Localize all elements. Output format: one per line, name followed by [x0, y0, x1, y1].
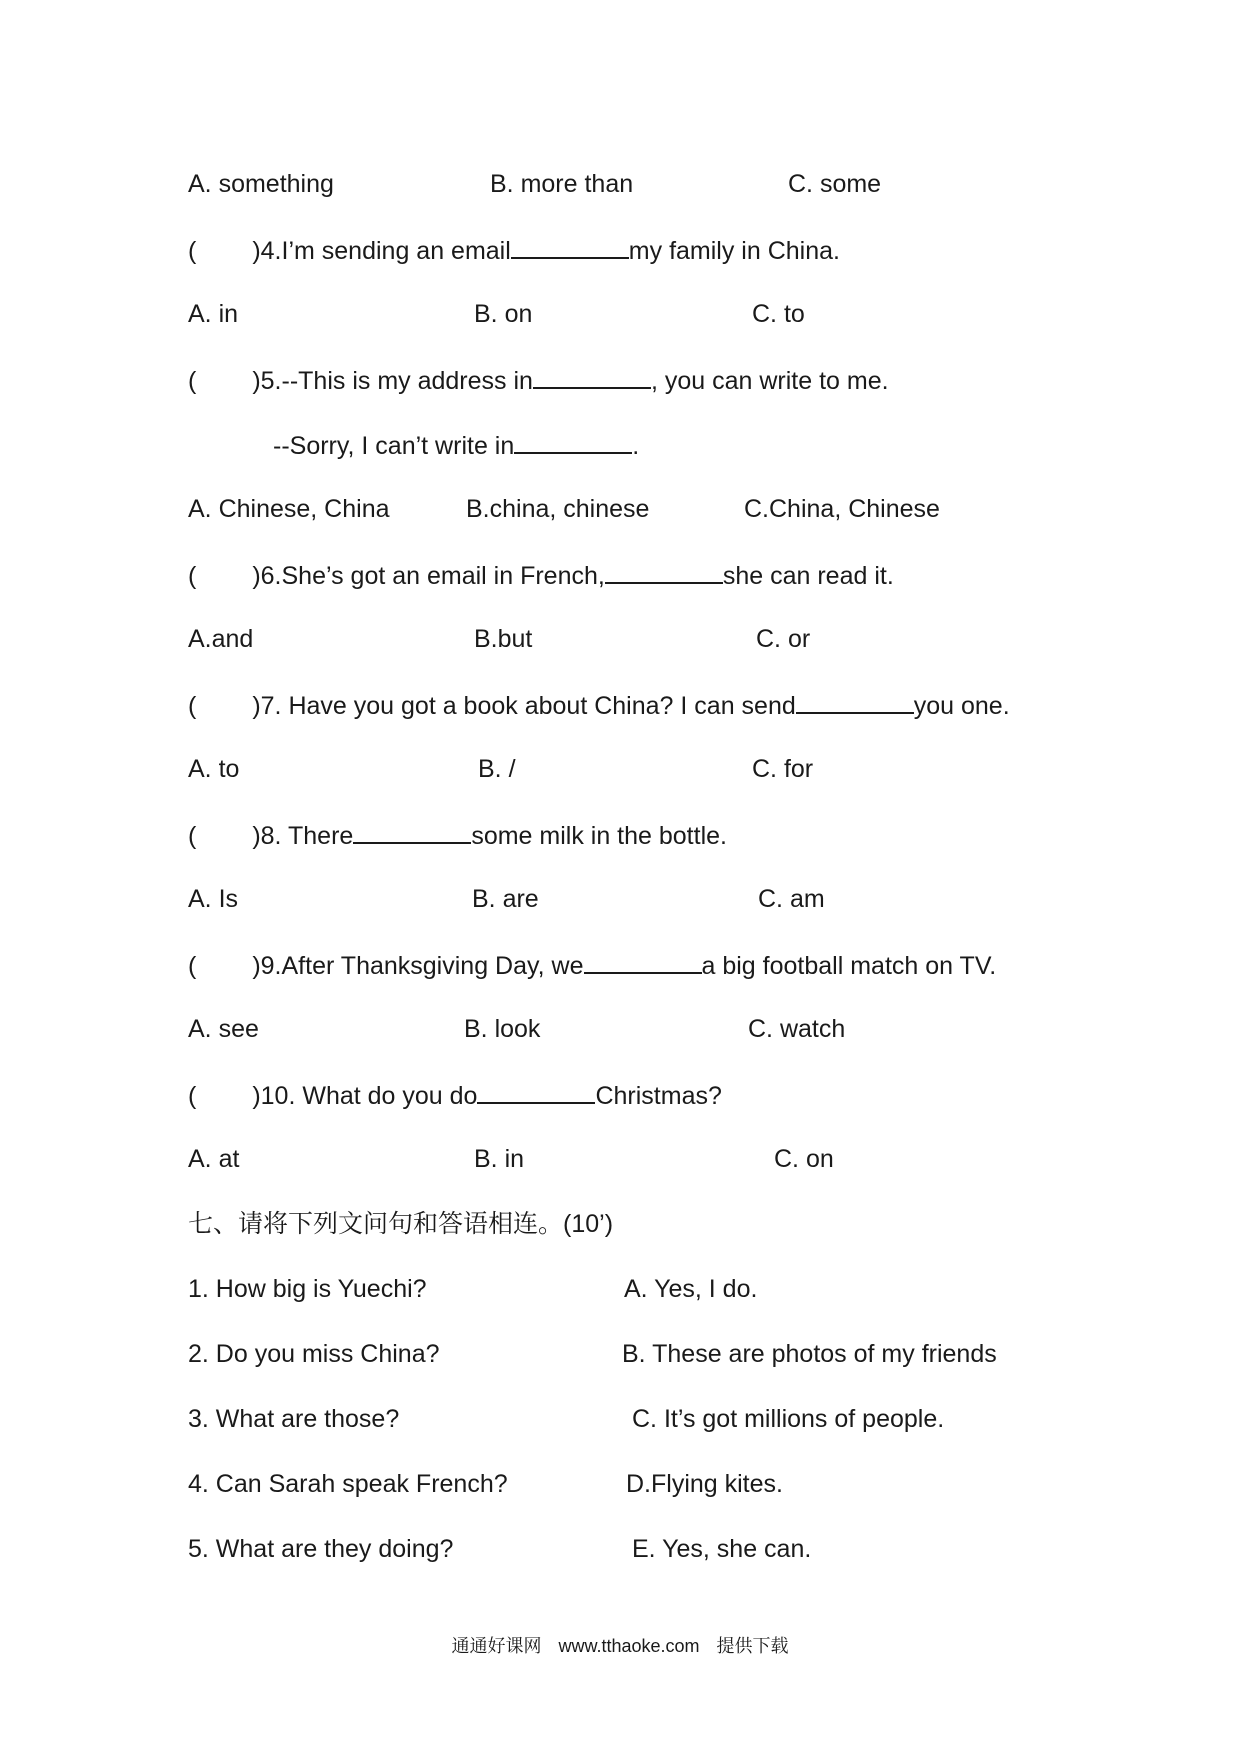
q5-text-before: )5.--This is my address in: [252, 367, 533, 395]
q10-option-a: A. at: [188, 1145, 240, 1173]
footer-url-link[interactable]: www.tthaoke.com: [558, 1636, 700, 1656]
q5-stem-line2: [273, 428, 639, 462]
q7-option-c: C. for: [752, 755, 814, 783]
q5-text-after: , you can write to me.: [650, 367, 889, 395]
q10-answer-bracket: (: [188, 1082, 197, 1110]
q7-answer-bracket: (: [188, 692, 197, 720]
q9-option-c: C. watch: [748, 1015, 846, 1043]
q5-line2-after: .: [632, 432, 640, 460]
q4-text-after: my family in China.: [628, 237, 840, 265]
q7-text-before: )7. Have you got a book about China? I can send: [252, 692, 796, 720]
q6-text-after: she can read it.: [722, 562, 894, 590]
match-answer-c: C. It’s got millions of people.: [632, 1405, 945, 1433]
q9-answer-bracket: (: [188, 952, 197, 980]
q5-line2-before: --Sorry, I can’t write in: [273, 432, 515, 460]
match-answer-e: E. Yes, she can.: [632, 1535, 812, 1563]
q3-option-c: C. some: [788, 170, 882, 198]
q9-option-a: A. see: [188, 1015, 259, 1043]
q4-option-c: C. to: [752, 300, 805, 328]
q5-answer-blank-2[interactable]: [514, 428, 632, 454]
q5-stem: [188, 363, 889, 397]
q6-text-before: )6.She’s got an email in French,: [252, 562, 605, 590]
q7-answer-blank[interactable]: [796, 688, 914, 714]
match-answer-a: A. Yes, I do.: [624, 1275, 758, 1303]
q7-option-a: A. to: [188, 755, 240, 783]
footer-suffix: 提供下载: [716, 1636, 789, 1656]
q5-option-a: A. Chinese, China: [188, 495, 390, 523]
q5-answer-bracket: (: [188, 367, 197, 395]
q4-answer-blank[interactable]: [511, 233, 629, 259]
q9-option-b: B. look: [464, 1015, 541, 1043]
q10-option-c: C. on: [774, 1145, 834, 1173]
q9-stem: [188, 948, 996, 982]
q8-option-c: C. am: [758, 885, 825, 913]
q6-option-b: B.but: [474, 625, 533, 653]
q7-stem: [188, 688, 1010, 722]
q8-option-b: B. are: [472, 885, 539, 913]
q5-answer-blank-1[interactable]: [533, 363, 651, 389]
match-answer-d: D.Flying kites.: [626, 1470, 783, 1498]
page-footer: [0, 1634, 1240, 1658]
q6-option-c: C. or: [756, 625, 811, 653]
q4-option-a: A. in: [188, 300, 239, 328]
q9-text-after: a big football match on TV.: [701, 952, 997, 980]
q3-option-a: A. something: [188, 170, 334, 198]
q10-text-before: )10. What do you do: [252, 1082, 478, 1110]
q6-stem: [188, 558, 894, 592]
q9-text-before: )9.After Thanksgiving Day, we: [252, 952, 584, 980]
q8-answer-blank[interactable]: [353, 818, 471, 844]
match-question-5: 5. What are they doing?: [188, 1535, 454, 1563]
q8-text-before: )8. There: [252, 822, 354, 850]
q4-option-b: B. on: [474, 300, 533, 328]
q6-answer-bracket: (: [188, 562, 197, 590]
match-question-2: 2. Do you miss China?: [188, 1340, 440, 1368]
q8-text-after: some milk in the bottle.: [471, 822, 727, 850]
q7-text-after: you one.: [913, 692, 1010, 720]
q10-stem: [188, 1078, 722, 1112]
q10-answer-blank[interactable]: [477, 1078, 595, 1104]
match-answer-b: B. These are photos of my friends: [622, 1340, 997, 1368]
q6-option-a: A.and: [188, 625, 254, 653]
q4-stem: [188, 233, 840, 267]
q7-option-b: B. /: [478, 755, 516, 783]
q5-option-c: C.China, Chinese: [744, 495, 940, 523]
footer-site-name: 通通好课网: [451, 1636, 542, 1656]
q6-answer-blank[interactable]: [605, 558, 723, 584]
q3-option-b: B. more than: [490, 170, 634, 198]
q4-answer-bracket: (: [188, 237, 197, 265]
q10-option-b: B. in: [474, 1145, 525, 1173]
q8-option-a: A. Is: [188, 885, 239, 913]
q9-answer-blank[interactable]: [584, 948, 702, 974]
q8-answer-bracket: (: [188, 822, 197, 850]
match-question-3: 3. What are those?: [188, 1405, 400, 1433]
q10-text-after: Christmas?: [595, 1082, 722, 1110]
q5-option-b: B.china, chinese: [466, 495, 650, 523]
match-question-4: 4. Can Sarah speak French?: [188, 1470, 508, 1498]
q8-stem: [188, 818, 727, 852]
q4-text-before: )4.I’m sending an email: [252, 237, 511, 265]
match-question-1: 1. How big is Yuechi?: [188, 1275, 427, 1303]
section-7-heading: 七、请将下列文问句和答语相连。(10’): [188, 1210, 614, 1238]
